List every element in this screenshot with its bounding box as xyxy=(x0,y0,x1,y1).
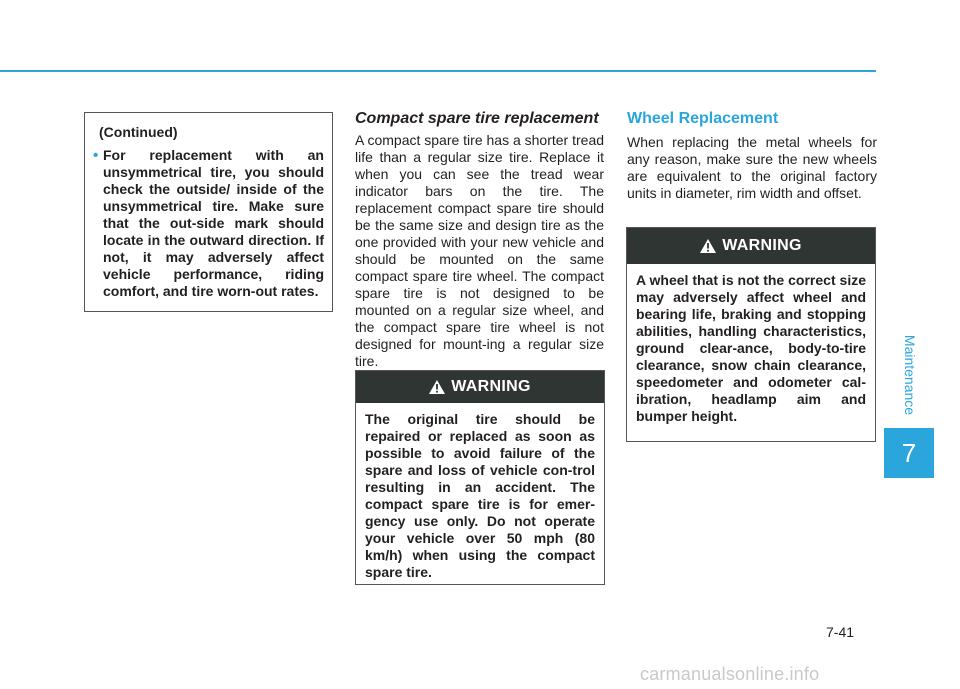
section-label xyxy=(890,330,930,420)
warning-triangle-icon xyxy=(700,239,716,253)
bullet-item xyxy=(93,147,324,300)
warning-header xyxy=(356,371,604,403)
warning-label: WARNING xyxy=(451,378,531,395)
continued-title: (Continued) xyxy=(99,124,178,140)
wheel-replacement-body: When replacing the metal wheels for any reason, make sure the new wheels are equivalent to the original factory units in diameter, rim width and offset. xyxy=(627,134,877,201)
warning-triangle-icon xyxy=(429,380,445,394)
compact-spare-heading: Compact spare tire replacement xyxy=(355,110,599,127)
bullet-text: For replacement with an unsymmetrical tire, you should check the outside/ inside of the unsymmetrical tire. Make sure that the out-side mark should locate in the outward direction. If not, it may adversely affect vehicle performance, riding comfort, and tire worn-out rates. xyxy=(103,147,324,299)
warning-header xyxy=(627,228,875,264)
chapter-number: 7 xyxy=(901,437,917,468)
bullet-icon: • xyxy=(93,147,99,164)
wheel-replacement-heading: Wheel Replacement xyxy=(627,110,779,127)
header-rule xyxy=(0,70,876,72)
page-number: 7-41 xyxy=(826,624,855,640)
chapter-tab xyxy=(884,428,934,478)
watermark[interactable]: carmanualsonline.info xyxy=(640,664,820,684)
compact-spare-body: A compact spare tire has a shorter tread life than a regular size tire. Replace it when you can see the tread wear indicator bars on the tire. The replacement compact spare tire should be the same size and design tire as the one provided with your new vehicle and should be mounted on the same compact spare tire wheel. The compact spare tire is not designed to be mounted on a regular size wheel, and the compact spare tire wheel is not designed for mount-ing a regular size tire. xyxy=(355,132,605,369)
warning-box-wheel xyxy=(626,227,876,442)
continued-note-box xyxy=(84,112,333,312)
section-label-text: Maintenance xyxy=(902,334,918,416)
warning-box-spare xyxy=(355,370,605,585)
warning-text: The original tire should be repaired or replaced as soon as possible to avoid failure of the spare and loss of vehicle con-trol resulting in an accident. The compact spare tire is for emer-gency use only. Do not operate your vehicle over 50 mph (80 km/h) when using the compact spare tire. xyxy=(365,411,595,580)
warning-label: WARNING xyxy=(722,237,802,254)
warning-text: A wheel that is not the correct size may adversely affect wheel and bearing life, braking and stopping abilities, handling characteristics, ground clear-ance, body-to-tire clearance, snow chain clearance, speedometer and odometer cal-ibration, headlamp aim and bumper height. xyxy=(636,272,866,424)
